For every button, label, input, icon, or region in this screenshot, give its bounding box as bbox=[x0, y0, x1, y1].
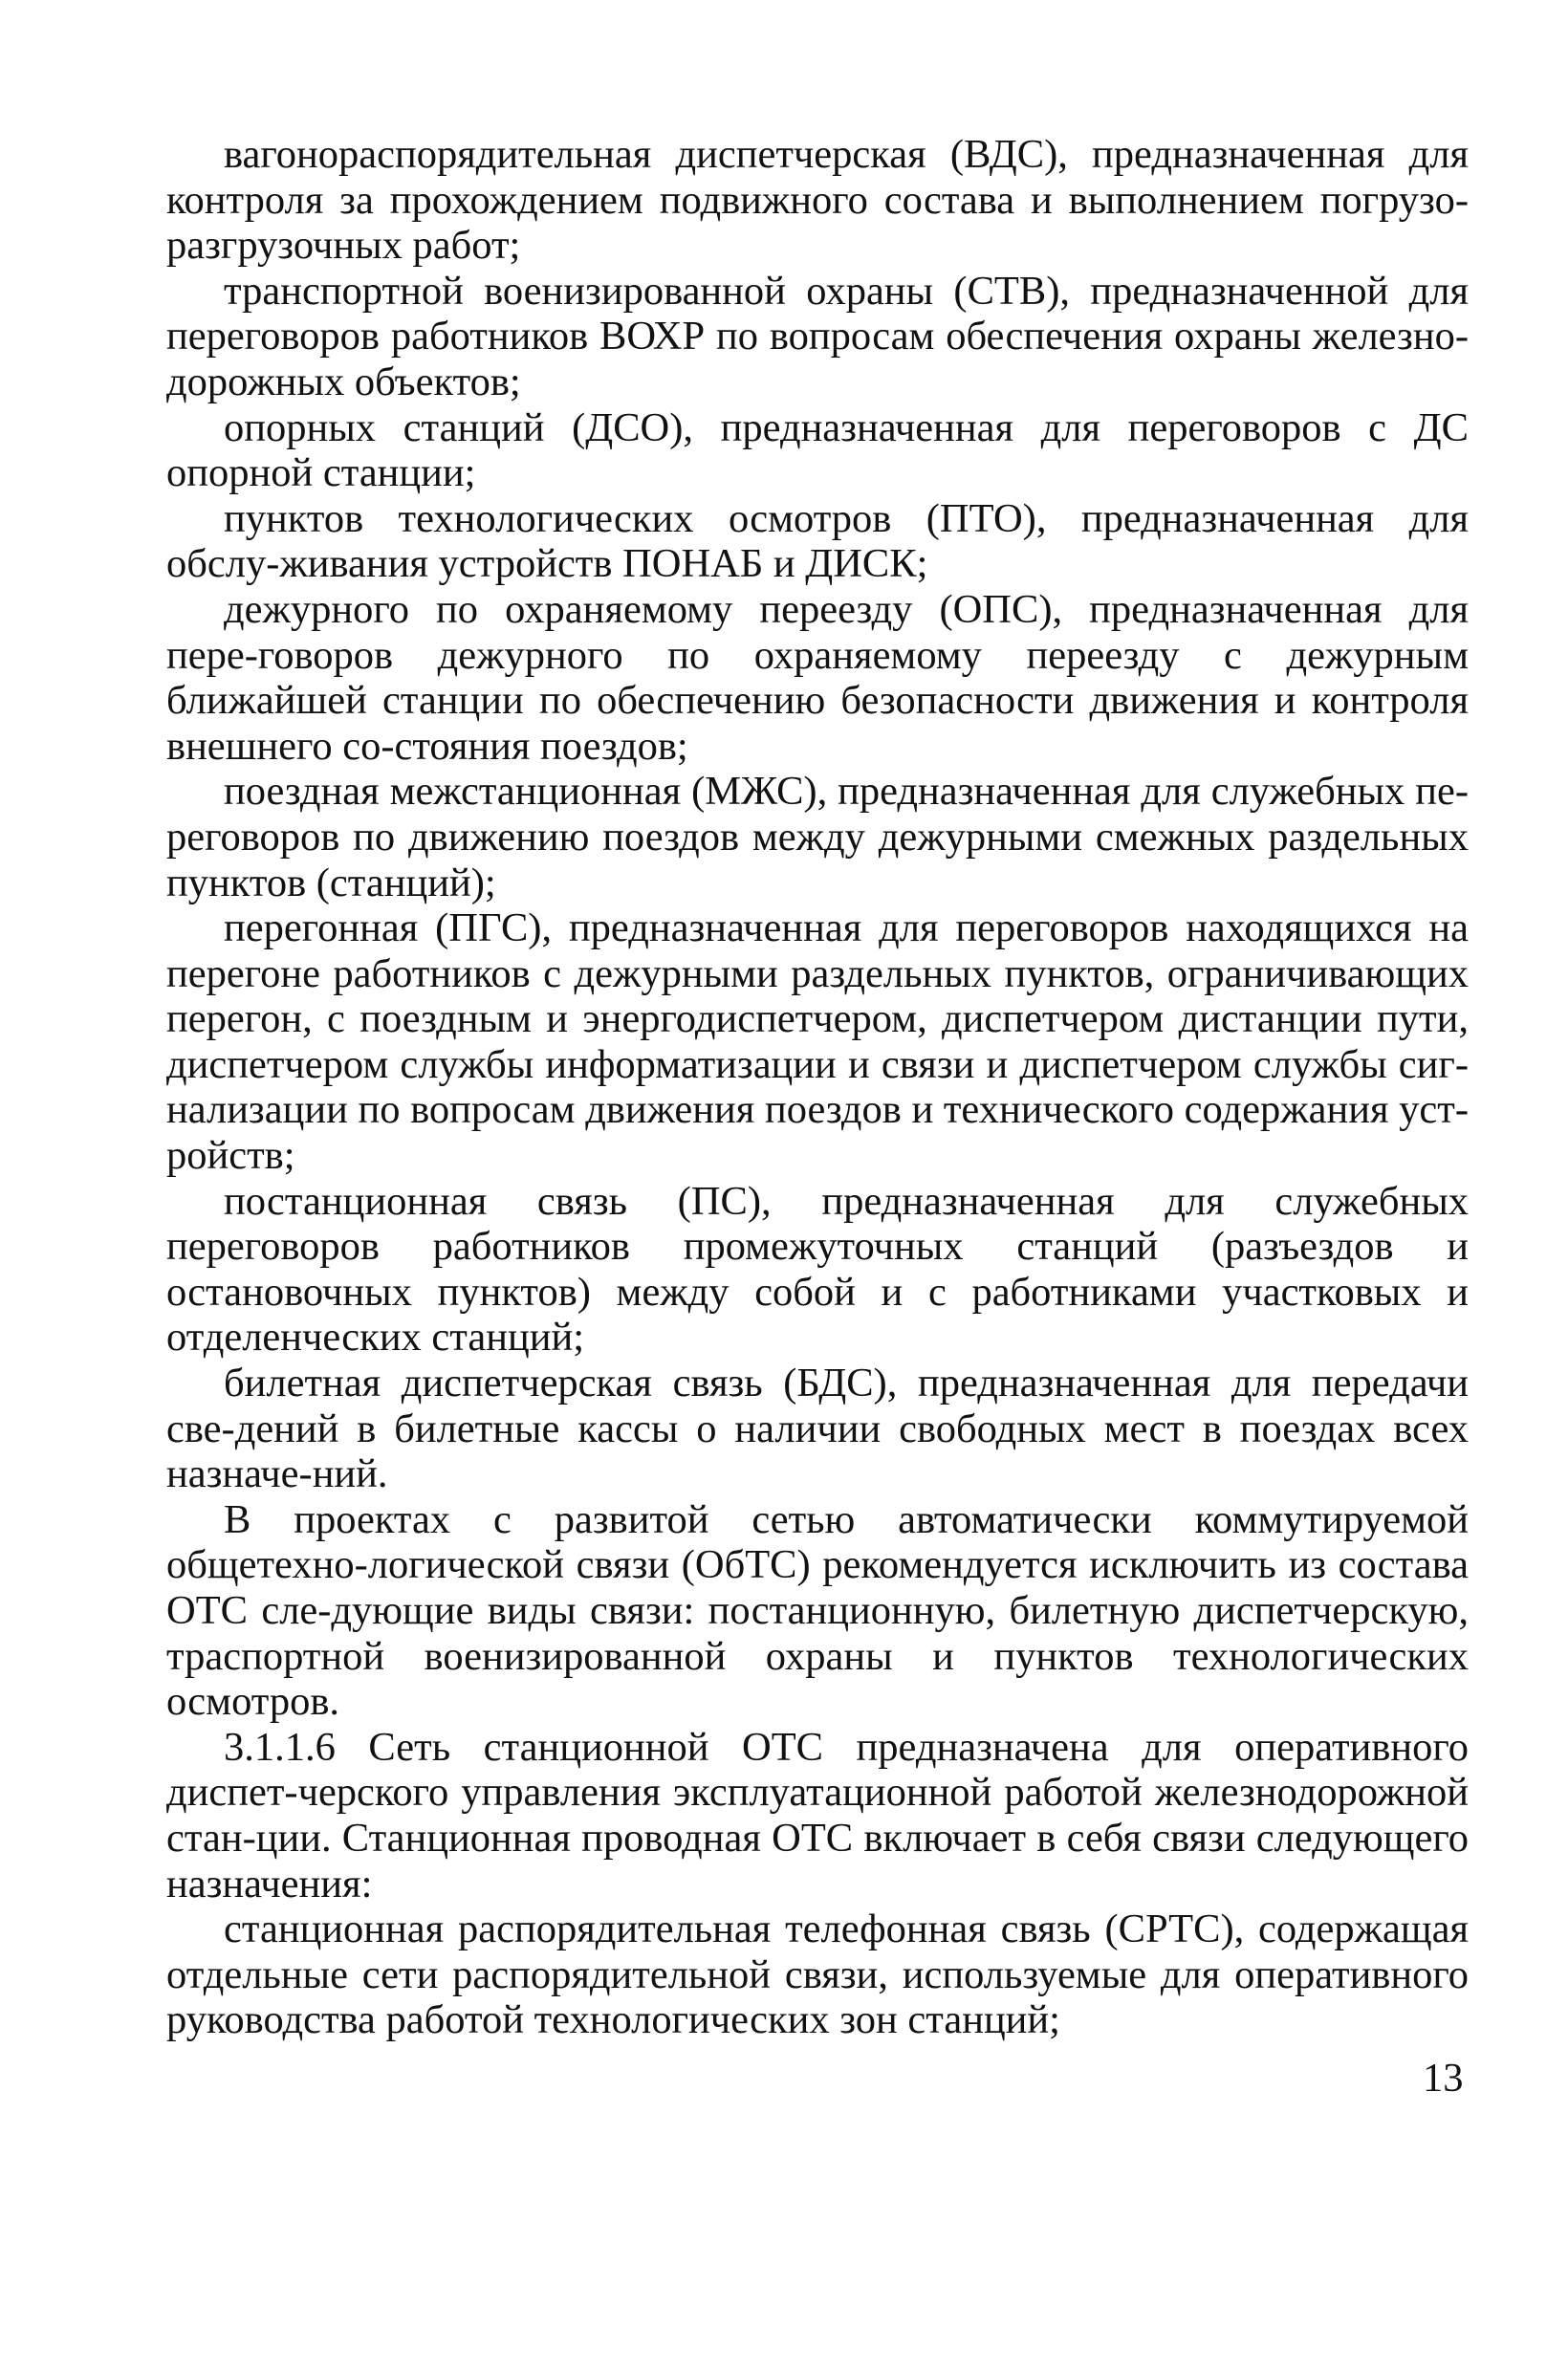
paragraph-dso: опорных станций (ДСО), предназначенная для переговоров с ДС опорной станции; bbox=[166, 404, 1469, 496]
paragraph-ps: постанционная связь (ПС), предназначенная для служебных переговоров работников промежуточных станций (разъездов и остановочных пунктов) между собой и с работниками участковых и отделенческих станций; bbox=[166, 1178, 1469, 1361]
paragraph-section-3-1-1-6: 3.1.1.6 Сеть станционной ОТС предназначена для оперативного диспет-черского управления эксплуатационной работой железнодорожной стан-ции. Станционная проводная ОТС включает в себя связи следующего назначения: bbox=[166, 1724, 1469, 1907]
paragraph-ops: дежурного по охраняемому переезду (ОПС), предназначенная для пере-говоров дежурного по охраняемому переезду с дежурным ближайшей станции по обеспечению безопасности движения и контроля внешнего со-стояния поездов; bbox=[166, 586, 1469, 769]
paragraph-pto: пунктов технологических осмотров (ПТО), предназначенная для обслу-живания устройств ПОНАБ и ДИСК; bbox=[166, 495, 1469, 587]
document-body bbox=[166, 132, 1469, 2043]
paragraph-pgs: перегонная (ПГС), предназначенная для переговоров находящихся на перегоне работников с дежурными раздельных пунктов, ограничивающих перегон, с поездным и энергодиспетчером, диспетчером дистанции пути, диспетчером службы информатизации и связи и диспетчером службы сиг-нализации по вопросам движения поездов и технического содержания уст-ройств; bbox=[166, 905, 1469, 1179]
paragraph-obts-note: В проектах с развитой сетью автоматически коммутируемой общетехно-логической связи (ОбТС) рекомендуется исключить из состава ОТС сле-дующие виды связи: постанционную, билетную диспетчерскую, траспортной военизированной охраны и пунктов технологических осмотров. bbox=[166, 1496, 1469, 1725]
page-number: 13 bbox=[1423, 2056, 1464, 2101]
paragraph-mzhs: поездная межстанционная (МЖС), предназначенная для служебных пе-реговоров по движению поездов между дежурными смежных раздельных пунктов (станций); bbox=[166, 769, 1469, 905]
paragraph-srts: станционная распорядительная телефонная связь (СРТС), содержащая отдельные сети распорядительной связи, используемые для оперативного руководства работой технологических зон станций; bbox=[166, 1907, 1469, 2043]
paragraph-bds: билетная диспетчерская связь (БДС), предназначенная для передачи све-дений в билетные кассы о наличии свободных мест в поездах всех назначе-ний. bbox=[166, 1361, 1469, 1497]
paragraph-vds: вагонораспорядительная диспетчерская (ВДС), предназначенная для контроля за прохождением подвижного состава и выполнением погрузо-разгрузочных работ; bbox=[166, 132, 1469, 269]
paragraph-stv: транспортной военизированной охраны (СТВ), предназначенной для переговоров работников ВОХР по вопросам обеспечения охраны железно-дорожных объектов; bbox=[166, 268, 1469, 404]
